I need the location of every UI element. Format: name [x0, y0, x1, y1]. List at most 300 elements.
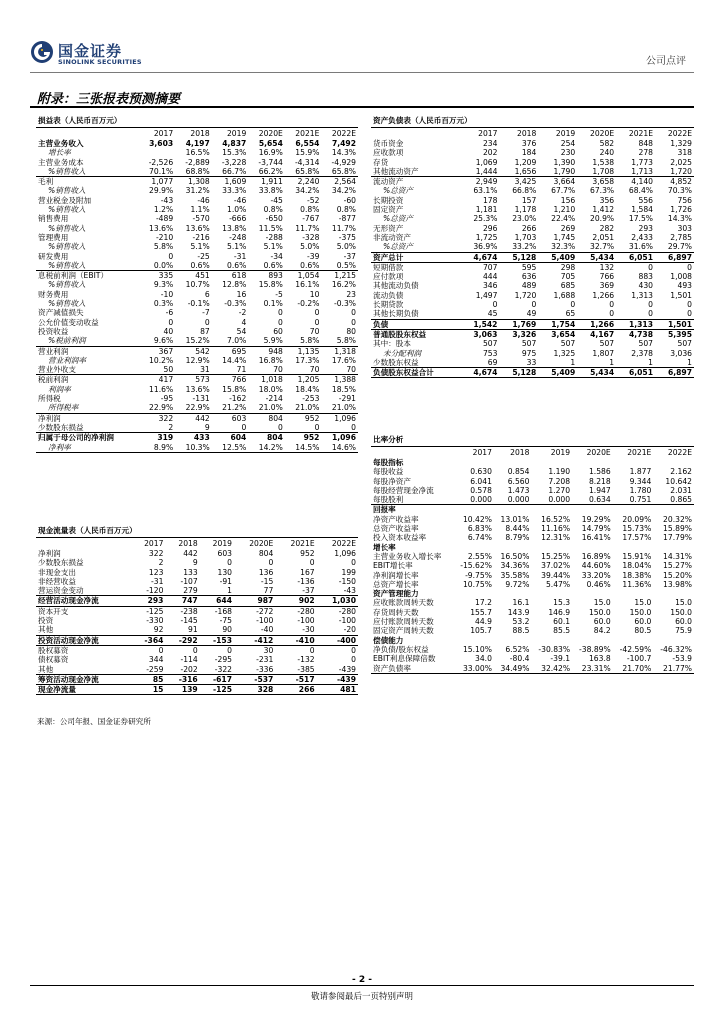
- cell-value: [653, 636, 694, 645]
- cell-value: 1: [616, 358, 655, 368]
- table-row: [36, 606, 358, 616]
- table-row: [371, 205, 694, 214]
- cell-value: 7.0%: [212, 336, 249, 346]
- cell-value: 318: [677, 148, 692, 158]
- cell-value: 5,434: [577, 252, 616, 262]
- cell-value: 85.5: [553, 626, 571, 636]
- cell-value: 0: [351, 645, 356, 655]
- cell-value: 1.473: [507, 485, 530, 495]
- cell-value: 0.751: [613, 495, 654, 505]
- cell-value: -80.4: [509, 654, 530, 664]
- cell-value: 167: [300, 567, 315, 577]
- cell-value: 34.2%: [295, 186, 320, 196]
- cell-value: 0: [192, 645, 198, 655]
- cell-value: 328: [234, 685, 275, 695]
- table-row: [371, 561, 694, 570]
- table-row: [371, 654, 694, 663]
- row-label: 净利润: [38, 549, 61, 558]
- row-label: 应收款项: [373, 148, 404, 158]
- cell-value: 4,674: [461, 368, 500, 378]
- table-row: [36, 443, 358, 453]
- cell-value: 84.2: [593, 626, 611, 636]
- table-row: [371, 495, 694, 505]
- cell-value: 2,240: [297, 177, 320, 187]
- cell-value: -280: [338, 606, 356, 616]
- cell-value: 9.344: [629, 476, 652, 486]
- cell-value: -570: [192, 214, 210, 224]
- row-label: 资产减值损失: [38, 308, 84, 318]
- cell-value: 10.75%: [462, 579, 492, 589]
- cell-value: 15.27%: [663, 561, 692, 571]
- cell-value: 902: [275, 596, 316, 606]
- cell-value: 848: [638, 139, 654, 148]
- row-label: 其他流动资产: [371, 167, 461, 177]
- year-header: 2017: [478, 128, 498, 138]
- cell-value: [613, 458, 654, 467]
- cell-value: -153: [200, 635, 234, 645]
- cell-value: -272: [256, 606, 274, 616]
- cell-value: 50: [139, 365, 176, 375]
- table-row: [371, 167, 694, 177]
- cell-value: 3,654: [551, 329, 576, 339]
- cell-value: 63.1%: [473, 186, 498, 196]
- cell-value: -322: [214, 664, 232, 674]
- cell-value: 507: [599, 339, 615, 349]
- table-row: [36, 271, 358, 281]
- cell-value: -5: [275, 289, 283, 299]
- cell-value: -46: [233, 195, 247, 205]
- row-label: %销售收入: [48, 242, 86, 252]
- cell-value: 15.10%: [462, 644, 492, 654]
- cell-value: 3,603: [149, 139, 174, 148]
- cell-value: 556: [638, 195, 654, 205]
- cell-value: -42.59%: [619, 644, 652, 654]
- cell-value: 16.9%: [258, 148, 283, 158]
- cell-value: -31: [151, 576, 164, 586]
- cell-value: 15.9%: [295, 148, 320, 158]
- table-row: [36, 205, 358, 214]
- cell-value: 10.42%: [462, 514, 492, 524]
- table-row: [371, 262, 694, 272]
- cell-value: [531, 505, 572, 515]
- year-header: 2018: [510, 447, 530, 457]
- cell-value: -20: [343, 625, 356, 635]
- row-label: 营业利润: [38, 346, 69, 356]
- cell-value: 282: [599, 223, 615, 233]
- cell-value: 0: [309, 645, 315, 655]
- cell-value: 1,726: [670, 205, 692, 215]
- cell-value: 695: [231, 346, 247, 356]
- cell-value: 6.52%: [505, 644, 530, 654]
- cell-value: 952: [285, 433, 322, 443]
- cell-value: 20.32%: [663, 514, 692, 524]
- cell-value: 123: [148, 567, 164, 577]
- cell-value: [572, 636, 613, 645]
- table-row: [36, 596, 358, 606]
- cell-value: 16.1%: [295, 280, 320, 290]
- row-label: 其他: [38, 664, 54, 674]
- cell-value: 155.7: [470, 607, 492, 617]
- cell-value: 5,409: [538, 368, 577, 378]
- cell-value: 1.270: [548, 485, 571, 495]
- title-divider: [30, 106, 694, 108]
- year-header: 2022E: [667, 447, 692, 457]
- cell-value: -517: [275, 674, 316, 684]
- table-row: [36, 167, 358, 177]
- cell-value: 65: [538, 309, 577, 319]
- table-row: [36, 290, 358, 299]
- table-row: [36, 635, 358, 645]
- year-header: 2021E: [290, 538, 315, 548]
- cell-value: 0.8%: [336, 205, 356, 215]
- cell-value: 1,713: [616, 167, 655, 177]
- cell-value: 12.9%: [185, 355, 210, 365]
- table-row: [371, 524, 694, 533]
- cell-value: 0.46%: [586, 579, 611, 589]
- cell-value: 0: [351, 422, 356, 432]
- cell-value: 4,674: [461, 252, 500, 262]
- table-row: [36, 356, 358, 365]
- cell-value: 0: [309, 558, 315, 568]
- cell-value: 184: [521, 148, 537, 158]
- cell-value: 5.8%: [321, 336, 358, 346]
- table-row: [36, 394, 358, 403]
- cell-value: 1,708: [577, 167, 616, 177]
- cell-value: 105.7: [470, 626, 492, 636]
- cell-value: -336: [256, 664, 274, 674]
- cell-value: 8.9%: [139, 443, 176, 453]
- cell-value: [572, 458, 613, 467]
- cell-value: -231: [256, 655, 274, 665]
- cell-value: 13.6%: [149, 223, 174, 233]
- table-row: [371, 636, 694, 645]
- table-row: [36, 280, 358, 289]
- cell-value: 6,897: [655, 252, 694, 262]
- row-label: 营业利润率: [48, 355, 86, 365]
- cell-value: 17.5%: [628, 214, 654, 224]
- cell-value: -60: [343, 195, 356, 205]
- cell-value: 202: [482, 148, 498, 158]
- cell-value: 132: [599, 262, 615, 272]
- cell-value: 6,051: [616, 368, 655, 378]
- row-label: 固定资产周转天数: [373, 626, 434, 636]
- table-row: [36, 403, 358, 413]
- cell-value: 5,128: [499, 368, 538, 378]
- cell-value: 0.6%: [175, 261, 212, 271]
- cell-value: -30.83%: [538, 644, 571, 654]
- cell-value: 1,210: [553, 205, 576, 215]
- cell-value: 2.031: [670, 485, 692, 495]
- cell-value: 0: [227, 645, 232, 655]
- row-label: 少数股东损益: [38, 422, 84, 432]
- cell-value: -439: [317, 674, 358, 684]
- cell-value: 0: [655, 309, 694, 319]
- cell-value: 16: [236, 289, 247, 299]
- row-label: 偿债能力: [373, 635, 404, 645]
- cell-value: 32.42%: [531, 664, 572, 674]
- table-row: [371, 505, 694, 515]
- row-label: 投资活动现金净流: [36, 635, 131, 645]
- cell-value: 67.3%: [590, 186, 615, 196]
- cell-value: -10: [160, 289, 174, 299]
- cell-value: 234: [482, 139, 498, 148]
- cell-value: -650: [265, 214, 283, 224]
- cell-value: 13.98%: [663, 579, 692, 589]
- cell-value: 70: [285, 365, 322, 375]
- cell-value: 1,790: [538, 167, 577, 177]
- row-label: 增长率: [48, 148, 71, 158]
- table-row: [36, 586, 358, 596]
- table-row: [371, 339, 694, 348]
- cell-value: 39.44%: [541, 570, 571, 580]
- cell-value: 34.49%: [494, 664, 532, 674]
- table-row: [36, 214, 358, 223]
- cell-value: 1,388: [334, 375, 356, 385]
- cell-value: 1,720: [655, 167, 694, 177]
- cell-value: 1,390: [553, 157, 576, 167]
- cell-value: 0: [314, 422, 320, 432]
- row-label: %销售收入: [48, 299, 86, 309]
- cell-value: 13.8%: [222, 223, 247, 233]
- row-label: 其中：股本: [373, 339, 411, 349]
- cell-value: 0.6%: [285, 261, 322, 271]
- cell-value: -114: [180, 655, 198, 665]
- year-header: 2017: [144, 538, 164, 548]
- row-label: 应收账款周转天数: [373, 598, 434, 608]
- cashflow-table-heading: 现金流量表（人民币百万元）: [36, 525, 358, 538]
- cell-value: 17.57%: [622, 533, 652, 543]
- cell-value: 0: [687, 262, 692, 272]
- cell-value: 33.8%: [258, 186, 283, 196]
- cell-value: -3,228: [221, 157, 247, 167]
- cell-value: -31: [233, 251, 247, 261]
- cell-value: 20.09%: [622, 514, 652, 524]
- cell-value: 279: [183, 586, 198, 596]
- cell-value: 33.00%: [453, 664, 494, 674]
- cell-value: -292: [165, 635, 199, 645]
- row-label: 其他: [38, 625, 54, 635]
- cell-value: 1,308: [187, 177, 210, 187]
- cell-value: 15.89%: [663, 524, 692, 534]
- cell-value: 948: [268, 346, 283, 356]
- cell-value: 29.7%: [667, 242, 692, 252]
- cell-value: 16.8%: [258, 355, 283, 365]
- cell-value: 67.7%: [551, 186, 576, 196]
- cell-value: 15.91%: [622, 551, 652, 561]
- cell-value: 17.79%: [663, 533, 692, 543]
- cell-value: 21.0%: [321, 403, 358, 413]
- table-row: [36, 549, 358, 558]
- cell-value: -877: [338, 214, 356, 224]
- cell-value: 2,564: [334, 177, 356, 187]
- cell-value: -6: [165, 308, 174, 318]
- cell-value: 7.208: [548, 476, 571, 486]
- cell-value: 10: [309, 289, 320, 299]
- row-label: 负债: [371, 319, 461, 329]
- cell-value: 80: [346, 326, 356, 336]
- cell-value: -37: [343, 251, 356, 261]
- table-row: [371, 486, 694, 495]
- cell-value: [613, 589, 654, 598]
- table-row: [371, 580, 694, 589]
- cell-value: 20.9%: [590, 214, 615, 224]
- cell-value: 1,325: [553, 348, 576, 358]
- cell-value: 5,395: [667, 329, 692, 339]
- row-label: 每股股利: [371, 495, 453, 505]
- cell-value: 346: [482, 281, 498, 291]
- page-header: [30, 36, 694, 76]
- cell-value: 8.79%: [505, 533, 530, 543]
- cell-value: -328: [302, 232, 320, 242]
- cell-value: 322: [148, 549, 164, 558]
- cell-value: 14.4%: [222, 355, 247, 365]
- cell-value: 0.865: [653, 495, 694, 505]
- cell-value: -52: [307, 195, 320, 205]
- cell-value: 15.0: [634, 598, 652, 608]
- cell-value: [494, 458, 532, 467]
- table-row: [371, 458, 694, 467]
- row-label: 应付款项: [373, 272, 404, 282]
- table-row: [371, 300, 694, 309]
- row-label: 无形资产: [373, 223, 404, 233]
- cell-value: 66.8%: [512, 186, 537, 196]
- year-header: 2019: [212, 538, 232, 548]
- cell-value: 22.9%: [175, 403, 212, 413]
- cell-value: 1,313: [631, 290, 654, 300]
- table-row: [36, 158, 358, 167]
- cell-value: 1,609: [224, 177, 247, 187]
- cell-value: -439: [338, 664, 356, 674]
- cell-value: 10.7%: [185, 280, 210, 290]
- row-label: 债权募资: [38, 655, 69, 665]
- cell-value: 0.0%: [139, 261, 176, 271]
- cell-value: 30: [263, 645, 274, 655]
- cell-value: 3,063: [473, 329, 498, 339]
- cell-value: 178: [482, 195, 498, 205]
- cell-value: 376: [521, 139, 537, 148]
- cell-value: 0.630: [470, 467, 492, 477]
- table-row: [36, 139, 358, 148]
- cell-value: 65.8%: [321, 167, 358, 177]
- row-label: 净利润增长率: [373, 570, 419, 580]
- cell-value: -3,744: [258, 157, 283, 167]
- cell-value: 1.586: [588, 467, 611, 477]
- cell-value: 44.9: [475, 617, 492, 627]
- balance-sheet-table: [371, 115, 694, 378]
- row-label: 公允价值变动收益: [38, 317, 99, 327]
- cell-value: [494, 636, 532, 645]
- cell-value: 66.7%: [212, 167, 249, 177]
- table-row: [36, 196, 358, 205]
- year-header: 2020E: [258, 128, 283, 138]
- cell-value: 493: [677, 281, 692, 291]
- cell-value: 18.0%: [258, 384, 283, 394]
- cell-value: 13.6%: [185, 384, 210, 394]
- table-row: [36, 336, 358, 346]
- cell-value: 16.5%: [185, 148, 210, 158]
- cell-value: 13.6%: [185, 223, 210, 233]
- cell-value: 92: [153, 625, 164, 635]
- row-label: 资本开支: [38, 606, 69, 616]
- row-label: 少数股东损益: [38, 558, 84, 568]
- cell-value: 417: [158, 375, 174, 385]
- cell-value: 5.1%: [263, 242, 283, 252]
- row-label: 营业税金及附加: [38, 195, 92, 205]
- cell-value: 91: [188, 625, 198, 635]
- cell-value: -100: [297, 616, 315, 626]
- cell-value: -666: [229, 214, 247, 224]
- cell-value: 6.041: [470, 476, 492, 486]
- cell-value: -2,526: [148, 157, 174, 167]
- cell-value: 1.0%: [227, 205, 247, 215]
- row-label: 投入资本收益率: [373, 533, 427, 543]
- cell-value: 15.25%: [541, 551, 571, 561]
- year-header: 2022E: [331, 128, 356, 138]
- cell-value: 1,538: [592, 157, 615, 167]
- row-label: EBIT利息保障倍数: [373, 654, 436, 664]
- table-row: [371, 358, 694, 368]
- cell-value: 60.0: [634, 617, 652, 627]
- cell-value: 4,140: [631, 177, 654, 187]
- table-row: [36, 299, 358, 308]
- cell-value: 1,745: [553, 232, 576, 242]
- cell-value: 298: [560, 262, 576, 272]
- row-label: 营业外收支: [36, 365, 139, 375]
- table-row: [36, 327, 358, 336]
- row-label: %销售收入: [48, 280, 86, 290]
- cell-value: 15.3: [553, 598, 571, 608]
- cell-value: 604: [212, 433, 249, 443]
- table-row: [36, 186, 358, 195]
- row-label: 销售费用: [38, 214, 69, 224]
- year-header: 2017: [472, 447, 492, 457]
- table-row: [36, 625, 358, 635]
- cell-value: 5.0%: [300, 242, 320, 252]
- cell-value: 29.9%: [149, 186, 174, 196]
- table-row: [36, 413, 358, 423]
- cell-value: 12.8%: [222, 280, 247, 290]
- brand-logo-icon: [30, 40, 54, 64]
- cell-value: 0: [168, 317, 174, 327]
- cell-value: 10.642: [665, 476, 692, 486]
- cell-value: 1: [538, 358, 577, 368]
- cell-value: 1,720: [514, 290, 537, 300]
- cell-value: 0: [648, 300, 654, 310]
- cell-value: [494, 543, 532, 552]
- cell-value: 344: [148, 655, 164, 665]
- cell-value: 22.9%: [139, 403, 176, 413]
- cell-value: 14.3%: [667, 214, 692, 224]
- table-row: [36, 365, 358, 375]
- row-label: 总资产收益率: [373, 524, 419, 534]
- cell-value: 595: [521, 262, 537, 272]
- cell-value: 2,949: [475, 177, 498, 187]
- cell-value: -0.2%: [297, 299, 320, 309]
- cell-value: -238: [180, 606, 198, 616]
- table-row: [36, 375, 358, 385]
- cell-value: 1,703: [514, 232, 537, 242]
- cell-value: 1: [227, 586, 232, 596]
- cell-value: 430: [638, 281, 654, 291]
- row-label: 毛利: [38, 177, 54, 187]
- cell-value: 7,492: [331, 139, 356, 148]
- cell-value: 3,036: [670, 348, 692, 358]
- cell-value: 1,069: [475, 157, 498, 167]
- table-row: [36, 665, 358, 675]
- table-row: [36, 318, 358, 327]
- cell-value: 0: [570, 300, 576, 310]
- cell-value: 136: [258, 567, 274, 577]
